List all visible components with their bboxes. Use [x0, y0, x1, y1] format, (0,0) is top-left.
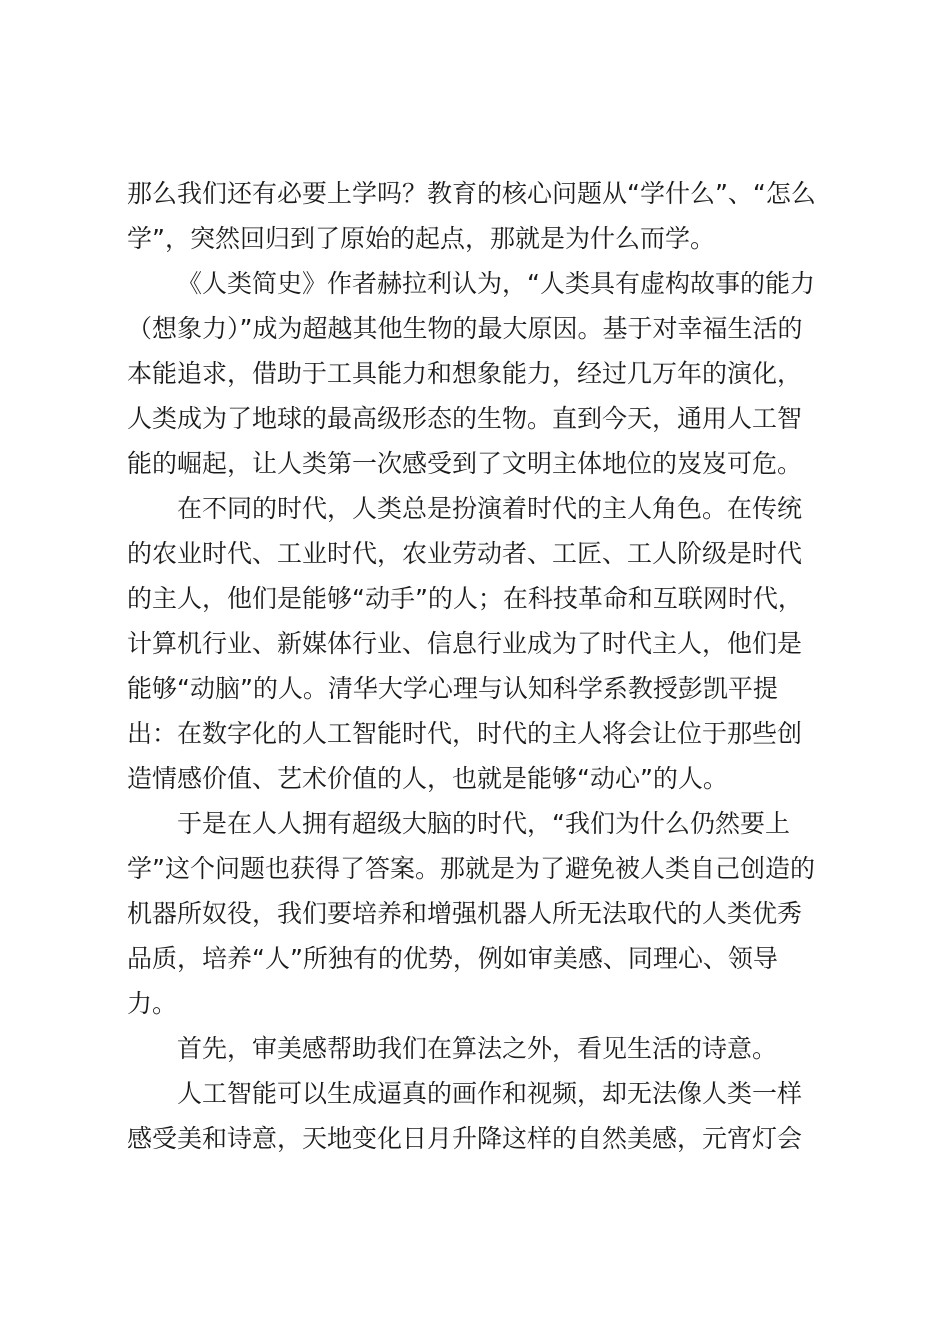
paragraph-start-line: 首先，审美感帮助我们在算法之外，看见生活的诗意。 — [177, 1034, 778, 1063]
text-line: 机器所奴役，我们要培养和增强机器人所无法取代的人类优秀 — [127, 899, 803, 928]
text-line: 人类成为了地球的最高级形态的生物。直到今天，通用人工智 — [127, 404, 803, 433]
text-line: 学”，突然回归到了原始的起点，那就是为什么而学。 — [127, 224, 715, 253]
text-line: 力。 — [127, 989, 178, 1018]
text-line: 那么我们还有必要上学吗？教育的核心问题从“学什么”、“怎么 — [127, 179, 816, 208]
text-line: 感受美和诗意，天地变化日月升降这样的自然美感，元宵灯会 — [127, 1124, 803, 1153]
text-line: 出：在数字化的人工智能时代，时代的主人将会让位于那些创 — [127, 719, 803, 748]
paragraph-start-line: 在不同的时代，人类总是扮演着时代的主人角色。在传统 — [177, 494, 803, 523]
text-line: 能的崛起，让人类第一次感受到了文明主体地位的岌岌可危。 — [127, 449, 803, 478]
body-text — [127, 171, 837, 1161]
text-line: 造情感价值、艺术价值的人，也就是能够“动心”的人。 — [127, 764, 728, 793]
text-line: 学”这个问题也获得了答案。那就是为了避免被人类自己创造的 — [127, 854, 815, 883]
paragraph-start-line: 于是在人人拥有超级大脑的时代，“我们为什么仍然要上 — [177, 809, 790, 838]
text-line: 的主人，他们是能够“动手”的人；在科技革命和互联网时代， — [127, 584, 803, 613]
text-line: 计算机行业、新媒体行业、信息行业成为了时代主人，他们是 — [127, 629, 803, 658]
paragraph-start-line: 《人类简史》作者赫拉利认为，“人类具有虚构故事的能力 — [177, 269, 815, 298]
text-line: 的农业时代、工业时代，农业劳动者、工匠、工人阶级是时代 — [127, 539, 803, 568]
text-line: 品质，培养“人”所独有的优势，例如审美感、同理心、领导 — [127, 944, 778, 973]
text-line: （想象力）”成为超越其他生物的最大原因。基于对幸福生活的 — [127, 314, 803, 343]
text-line: 本能追求，借助于工具能力和想象能力，经过几万年的演化， — [127, 359, 803, 388]
text-line: 能够“动脑”的人。清华大学心理与认知科学系教授彭凯平提 — [127, 674, 778, 703]
paragraph-start-line: 人工智能可以生成逼真的画作和视频，却无法像人类一样 — [177, 1079, 803, 1108]
